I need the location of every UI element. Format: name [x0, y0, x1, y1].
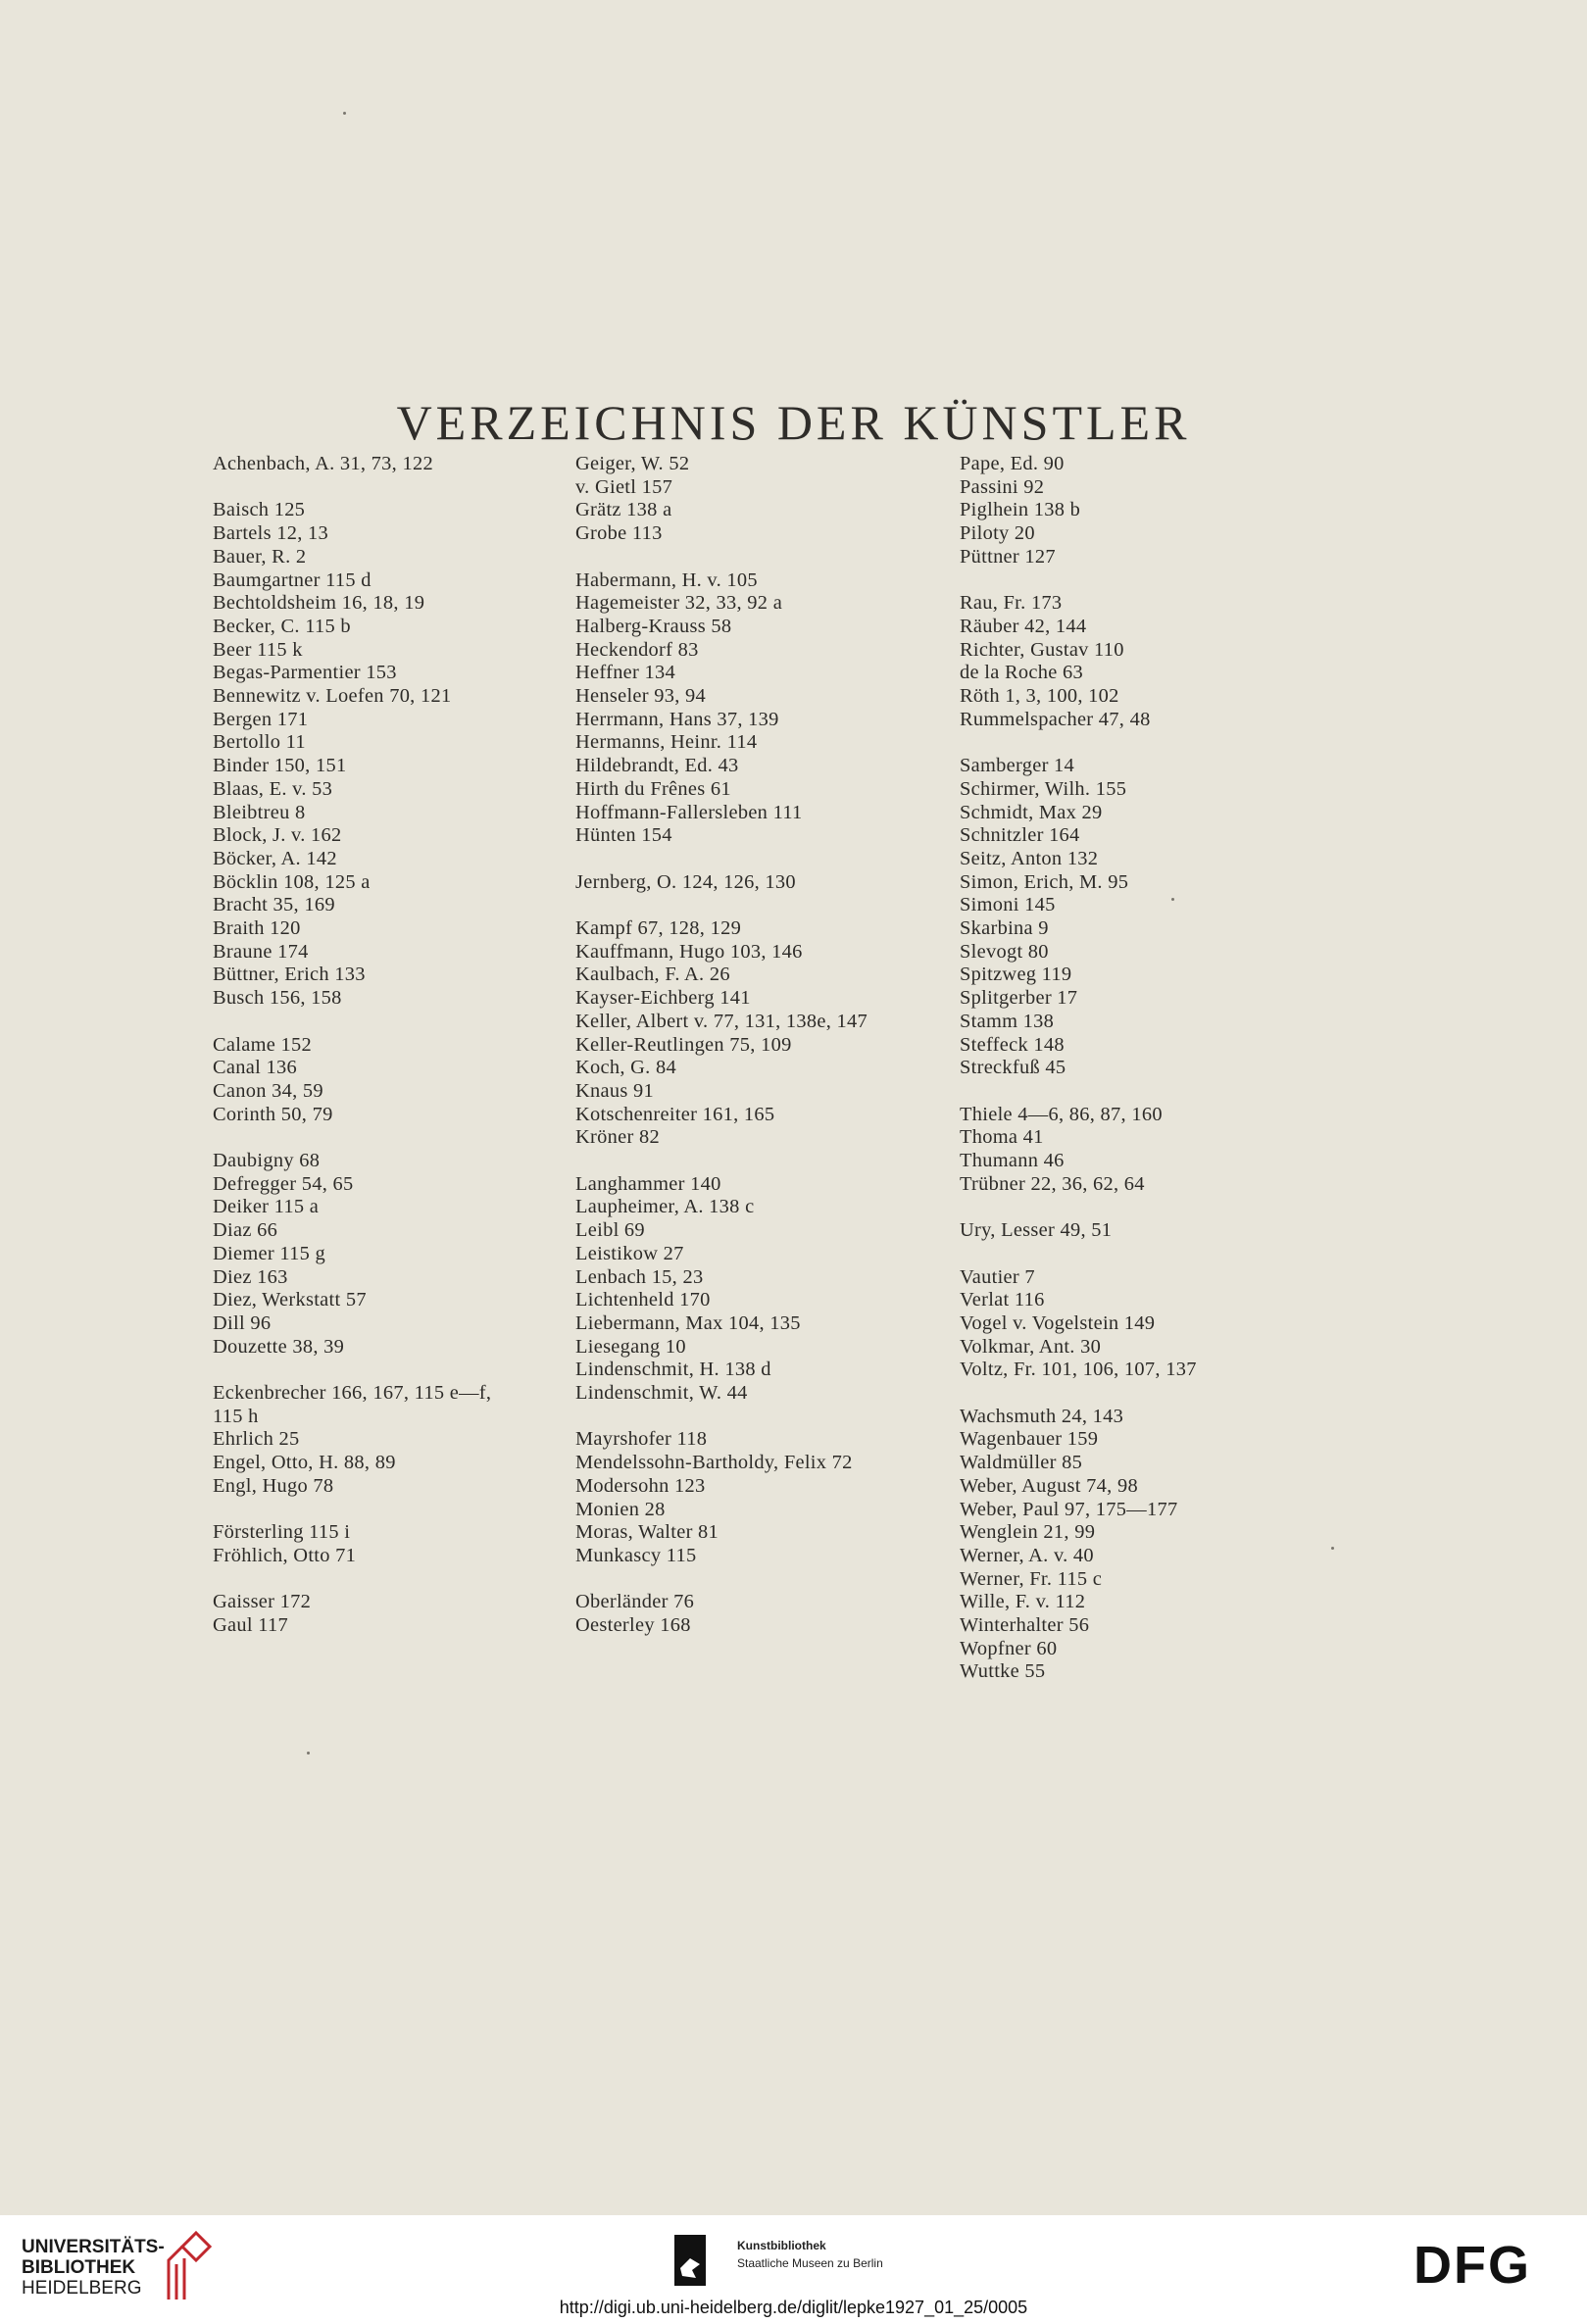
artist-entry: Knaus 91 [575, 1079, 654, 1102]
section-gap [960, 731, 1197, 755]
artist-entry: Bergen 171 [213, 708, 309, 730]
artist-entry: Diez 163 [213, 1265, 288, 1288]
section-gap [960, 1382, 1197, 1406]
artist-entry: Pape, Ed. 90 [960, 453, 1065, 474]
uni-heidelberg-logo-icon [157, 2231, 212, 2301]
artist-entry: Leibl 69 [575, 1219, 645, 1242]
artist-entry: Halberg-Krauss 58 [575, 615, 732, 637]
artist-entry: Begas-Parmentier 153 [213, 662, 397, 684]
artist-entry: Thoma 41 [960, 1126, 1044, 1149]
artist-entry: Böcklin 108, 125 a [213, 870, 371, 893]
section-gap [960, 1243, 1197, 1266]
artist-entry: Lindenschmit, W. 44 [575, 1382, 748, 1405]
artist-entry: Vogel v. Vogelstein 149 [960, 1311, 1156, 1334]
artist-entry: Werner, A. v. 40 [960, 1544, 1094, 1566]
artist-entry: Mendelssohn-Bartholdy, Felix 72 [575, 1452, 853, 1474]
artist-entry: Braune 174 [213, 940, 309, 963]
artist-entry: Laupheimer, A. 138 c [575, 1196, 755, 1218]
artist-entry: Deiker 115 a [213, 1196, 320, 1218]
artist-entry: Koch, G. 84 [575, 1057, 676, 1079]
artist-entry: Geiger, W. 52 [575, 453, 690, 474]
artist-entry: Schirmer, Wilh. 155 [960, 777, 1127, 800]
artist-entry: Monien 28 [575, 1498, 666, 1520]
artist-entry: Baisch 125 [213, 499, 306, 521]
artist-entry: Röth 1, 3, 100, 102 [960, 685, 1119, 708]
artist-entry: Slevogt 80 [960, 940, 1049, 963]
artist-entry: Rau, Fr. 173 [960, 592, 1063, 615]
section-gap [213, 1359, 491, 1382]
artist-entry: Försterling 115 i [213, 1521, 351, 1544]
artist-entry: Stamm 138 [960, 1010, 1055, 1032]
artist-entry: Piloty 20 [960, 522, 1035, 545]
artist-entry: Heckendorf 83 [575, 638, 699, 661]
artist-entry: Püttner 127 [960, 545, 1056, 568]
uni-line-3: HEIDELBERG [22, 2278, 142, 2299]
kb-subtitle: Staatliche Museen zu Berlin [737, 2256, 883, 2270]
artist-entry: Bertollo 11 [213, 731, 306, 754]
artist-entry: Hermanns, Heinr. 114 [575, 731, 758, 754]
artist-entry: Diaz 66 [213, 1219, 278, 1242]
artist-entry: Achenbach, A. 31, 73, 122 [213, 453, 433, 474]
uni-line-1: UNIVERSITÄTS- [22, 2237, 165, 2257]
artist-entry: Munkascy 115 [575, 1544, 697, 1566]
artist-entry: Bennewitz v. Loefen 70, 121 [213, 685, 452, 708]
artist-entry: Voltz, Fr. 101, 106, 107, 137 [960, 1359, 1197, 1381]
artist-entry: Block, J. v. 162 [213, 824, 342, 847]
artist-entry: Wille, F. v. 112 [960, 1591, 1086, 1613]
section-gap [213, 1011, 491, 1034]
artist-entry: Rummelspacher 47, 48 [960, 708, 1151, 730]
artist-entry: Engl, Hugo 78 [213, 1474, 334, 1497]
artist-column-3 [960, 453, 1197, 1684]
artist-column-1 [213, 453, 491, 1638]
artist-entry: Jernberg, O. 124, 126, 130 [575, 870, 796, 893]
page-title: VERZEICHNIS DER KÜNSTLER [396, 394, 1191, 450]
artist-entry: Waldmüller 85 [960, 1452, 1083, 1474]
artist-entry: Simon, Erich, M. 95 [960, 870, 1129, 893]
artist-entry: Leistikow 27 [575, 1242, 684, 1264]
artist-entry: Kröner 82 [575, 1126, 660, 1149]
uni-heidelberg-name [22, 2237, 165, 2299]
artist-entry: Ehrlich 25 [213, 1428, 300, 1451]
section-gap [960, 1080, 1197, 1104]
artist-entry: Thumann 46 [960, 1150, 1065, 1172]
artist-entry: Simoni 145 [960, 894, 1056, 916]
artist-entry: Samberger 14 [960, 755, 1075, 777]
artist-entry: Gaisser 172 [213, 1591, 312, 1613]
artist-entry: Bechtoldsheim 16, 18, 19 [213, 592, 425, 615]
artist-entry: Spitzweg 119 [960, 964, 1072, 986]
artist-entry: Werner, Fr. 115 c [960, 1567, 1103, 1590]
artist-entry: Ury, Lesser 49, 51 [960, 1219, 1113, 1242]
artist-entry: Kayser-Eichberg 141 [575, 987, 751, 1010]
artist-entry: Kaulbach, F. A. 26 [575, 964, 730, 986]
artist-entry: Piglhein 138 b [960, 499, 1081, 521]
artist-entry: Weber, Paul 97, 175—177 [960, 1498, 1178, 1520]
artist-entry: Weber, August 74, 98 [960, 1474, 1138, 1497]
artist-entry: Daubigny 68 [213, 1150, 321, 1172]
artist-entry: Defregger 54, 65 [213, 1172, 354, 1195]
artist-entry: Canon 34, 59 [213, 1079, 323, 1102]
artist-entry: Eckenbrecher 166, 167, 115 e—f, [213, 1382, 492, 1405]
artist-entry: Büttner, Erich 133 [213, 964, 366, 986]
artist-entry: Gaul 117 [213, 1614, 288, 1637]
artist-entry: Winterhalter 56 [960, 1614, 1090, 1637]
artist-entry: Becker, C. 115 b [213, 615, 351, 637]
artist-entry: Splitgerber 17 [960, 987, 1078, 1010]
section-gap [960, 1196, 1197, 1219]
artist-entry: Beer 115 k [213, 638, 303, 661]
artist-entry: Henseler 93, 94 [575, 685, 707, 708]
artist-entry: Hagemeister 32, 33, 92 a [575, 592, 783, 615]
artist-entry: Bauer, R. 2 [213, 545, 307, 568]
section-gap [213, 1126, 491, 1150]
paper-speck [343, 112, 346, 115]
artist-entry: Douzette 38, 39 [213, 1335, 345, 1358]
artist-entry: Hirth du Frênes 61 [575, 777, 731, 800]
section-gap [213, 1568, 491, 1592]
artist-entry: Oesterley 168 [575, 1614, 691, 1637]
artist-entry: Lichtenheld 170 [575, 1289, 711, 1311]
artist-entry: Grobe 113 [575, 522, 663, 545]
source-url[interactable]: http://digi.ub.uni-heidelberg.de/diglit/lepke1927_01_25/0005 [559, 2298, 1028, 2317]
artist-entry: Thiele 4—6, 86, 87, 160 [960, 1103, 1163, 1125]
artist-entry: Kotschenreiter 161, 165 [575, 1103, 775, 1125]
artist-entry: Dill 96 [213, 1311, 272, 1334]
artist-entry: Blaas, E. v. 53 [213, 777, 333, 800]
artist-entry: Schmidt, Max 29 [960, 801, 1103, 823]
artist-entry: Busch 156, 158 [213, 987, 342, 1010]
kunstbibliothek-label [737, 2237, 883, 2272]
section-gap [575, 848, 868, 871]
artist-entry: Streckfuß 45 [960, 1057, 1066, 1079]
artist-entry: Böcker, A. 142 [213, 847, 337, 869]
artist-entry: 115 h [213, 1405, 259, 1427]
artist-entry: Binder 150, 151 [213, 755, 347, 777]
section-gap [575, 546, 868, 569]
artist-entry: Wopfner 60 [960, 1637, 1058, 1659]
footer-bar [0, 2215, 1587, 2324]
artist-entry: Diez, Werkstatt 57 [213, 1289, 367, 1311]
artist-entry: Liesegang 10 [575, 1335, 686, 1358]
artist-entry: Trübner 22, 36, 62, 64 [960, 1172, 1145, 1195]
artist-entry: Herrmann, Hans 37, 139 [575, 708, 779, 730]
artist-entry: Grätz 138 a [575, 499, 672, 521]
artist-entry: Calame 152 [213, 1033, 312, 1056]
artist-entry: Räuber 42, 144 [960, 615, 1087, 637]
dfg-logo: DFG [1413, 2236, 1531, 2295]
artist-entry: Passini 92 [960, 475, 1045, 498]
section-gap [575, 894, 868, 917]
artist-entry: Wachsmuth 24, 143 [960, 1405, 1124, 1427]
artist-entry: Kauffmann, Hugo 103, 146 [575, 940, 803, 963]
artist-entry: v. Gietl 157 [575, 475, 673, 498]
artist-entry: Lindenschmit, H. 138 d [575, 1359, 771, 1381]
artist-entry: Skarbina 9 [960, 917, 1049, 940]
paper-speck [1331, 1547, 1334, 1550]
artist-entry: Corinth 50, 79 [213, 1103, 333, 1125]
artist-entry: Keller, Albert v. 77, 131, 138e, 147 [575, 1010, 868, 1032]
artist-entry: Seitz, Anton 132 [960, 847, 1099, 869]
artist-entry: Hoffmann-Fallersleben 111 [575, 801, 803, 823]
artist-entry: Bracht 35, 169 [213, 894, 335, 916]
artist-entry: Wagenbauer 159 [960, 1428, 1099, 1451]
kb-title: Kunstbibliothek [737, 2239, 826, 2252]
artist-entry: Baumgartner 115 d [213, 569, 372, 591]
uni-line-2: BIBLIOTHEK [22, 2257, 136, 2278]
artist-entry: Lenbach 15, 23 [575, 1265, 704, 1288]
artist-entry: Langhammer 140 [575, 1172, 721, 1195]
kunstbibliothek-logo-icon [674, 2235, 706, 2286]
artist-entry: Engel, Otto, H. 88, 89 [213, 1452, 396, 1474]
artist-entry: Volkmar, Ant. 30 [960, 1335, 1102, 1358]
artist-entry: Hildebrandt, Ed. 43 [575, 755, 739, 777]
artist-entry: Moras, Walter 81 [575, 1521, 719, 1544]
artist-entry: Verlat 116 [960, 1289, 1045, 1311]
artist-entry: Hünten 154 [575, 824, 672, 847]
artist-entry: Modersohn 123 [575, 1474, 706, 1497]
artist-entry: Heffner 134 [575, 662, 676, 684]
section-gap [575, 1406, 868, 1429]
artist-entry: Bartels 12, 13 [213, 522, 329, 545]
artist-entry: Schnitzler 164 [960, 824, 1080, 847]
artist-entry: Kampf 67, 128, 129 [575, 917, 742, 940]
artist-entry: Steffeck 148 [960, 1033, 1065, 1056]
artist-entry: Wuttke 55 [960, 1660, 1046, 1683]
artist-entry: Canal 136 [213, 1057, 297, 1079]
artist-entry: Braith 120 [213, 917, 301, 940]
artist-entry: Fröhlich, Otto 71 [213, 1544, 357, 1566]
artist-entry: Wenglein 21, 99 [960, 1521, 1096, 1544]
section-gap [213, 476, 491, 500]
artist-column-2 [575, 453, 868, 1638]
artist-entry: Liebermann, Max 104, 135 [575, 1311, 801, 1334]
paper-speck [307, 1752, 310, 1755]
artist-entry: Keller-Reutlingen 75, 109 [575, 1033, 792, 1056]
artist-entry: Diemer 115 g [213, 1242, 325, 1264]
section-gap [213, 1499, 491, 1522]
section-gap [575, 1568, 868, 1592]
artist-entry: Oberländer 76 [575, 1591, 695, 1613]
artist-entry: Habermann, H. v. 105 [575, 569, 758, 591]
artist-entry: Richter, Gustav 110 [960, 638, 1124, 661]
artist-entry: Vautier 7 [960, 1265, 1035, 1288]
artist-entry: de la Roche 63 [960, 662, 1083, 684]
artist-entry: Mayrshofer 118 [575, 1428, 708, 1451]
section-gap [960, 569, 1197, 593]
artist-entry: Bleibtreu 8 [213, 801, 306, 823]
section-gap [575, 1150, 868, 1173]
